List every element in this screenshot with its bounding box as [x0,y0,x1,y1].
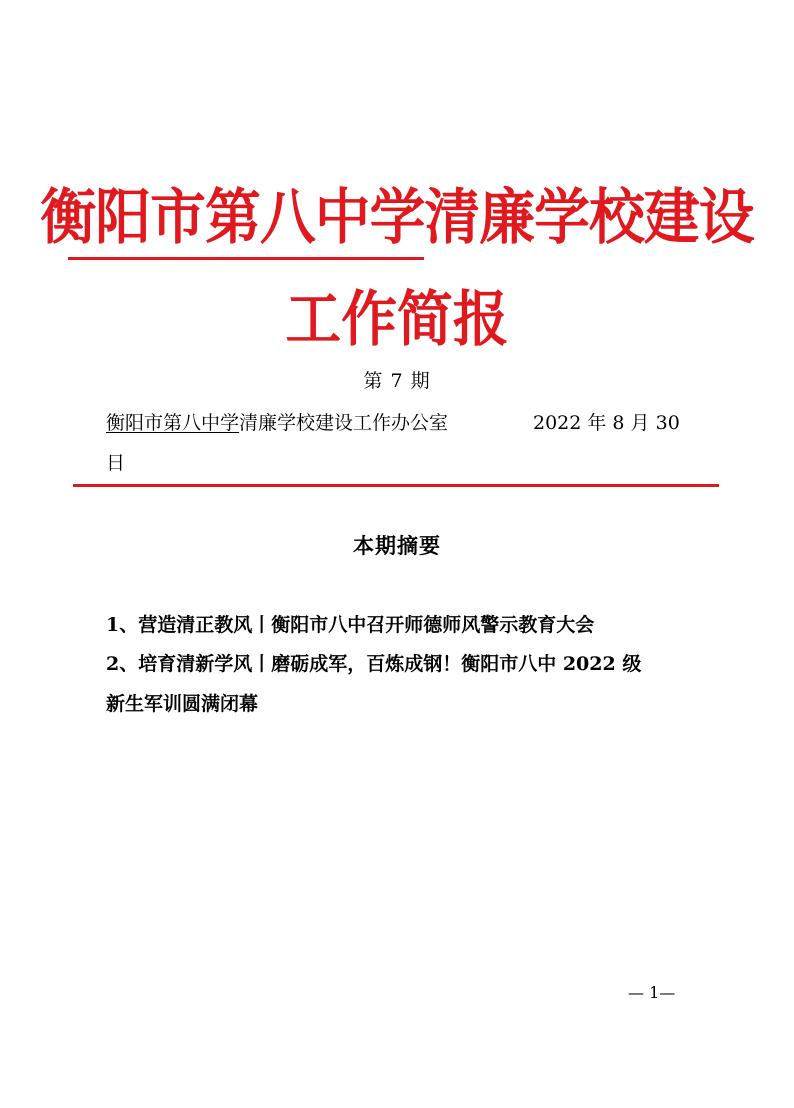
issue-date-tail: 日 [106,452,126,474]
bulletin-title-line2: 工作简报 [285,285,509,355]
issuer-school-name: 衡阳市第八中学 [106,412,240,434]
issuer-line [106,409,706,437]
abstract-item-2-continued: 新生军训圆满闭幕 [106,693,259,715]
issue-date: 2022 年 8 月 30 [533,412,680,434]
title-underline [68,257,424,260]
bulletin-title-line1: 衡阳市第八中学清廉学校建设 [40,183,754,253]
abstract-title: 本期摘要 [353,533,441,558]
abstract-item-2: 2、培育清新学风丨磨砺成军，百炼成钢！衡阳市八中 2022 级 [106,653,642,675]
issue-number: 第 7 期 [363,370,431,392]
header-divider [73,484,719,487]
abstract-item-1: 1、营造清正教风丨衡阳市八中召开师德师风警示教育大会 [106,614,595,636]
issuer-office-name: 清廉学校建设工作办公室 [239,412,449,434]
page-number: — 1— [628,983,676,1002]
